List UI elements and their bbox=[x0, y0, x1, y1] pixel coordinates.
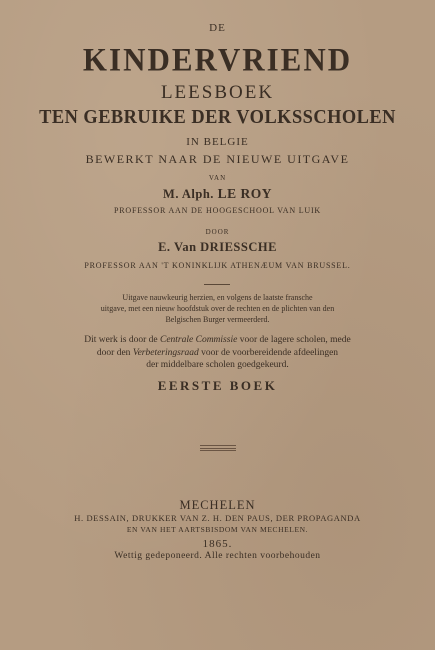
approval-text: voor de voorbereidende afdeelingen bbox=[198, 347, 339, 358]
by-label: VAN bbox=[208, 174, 227, 182]
approval-text: door den bbox=[96, 347, 133, 358]
book-title: KINDERVRIEND bbox=[82, 41, 353, 78]
approval-text: voor de lagere scholen, mede bbox=[237, 335, 351, 345]
revision-note bbox=[0, 292, 435, 325]
approval-council: Verbeteringsraad bbox=[132, 347, 199, 358]
volume-label: EERSTE BOEK bbox=[157, 378, 278, 393]
author-primary-last: LE ROY bbox=[217, 186, 272, 201]
revision-note-line: Belgischen Burger vermeerderd. bbox=[165, 315, 270, 324]
title-article: DE bbox=[209, 22, 226, 34]
author-secondary-last: DRIESSCHE bbox=[200, 240, 277, 254]
approval-committee: Centrale Commissie bbox=[159, 335, 238, 345]
publication-year: 1865. bbox=[202, 538, 233, 550]
printer-line: H. DESSAIN, DRUKKER VAN Z. H. DEN PAUS, DER PROPAGANDA bbox=[74, 513, 361, 523]
approval-note bbox=[0, 334, 435, 372]
publisher-city: MECHELEN bbox=[179, 498, 256, 512]
ornament-rule bbox=[200, 445, 236, 450]
author-primary-role: PROFESSOR AAN DE HOOGESCHOOL VAN LUIK bbox=[113, 206, 322, 215]
book-region: IN BELGIE bbox=[186, 136, 249, 148]
rights-notice: Wettig gedeponeerd. Alle rechten voorbehouden bbox=[114, 551, 321, 561]
printer-line: EN VAN HET AARTSBISDOM VAN MECHELEN. bbox=[126, 525, 309, 534]
author-primary bbox=[0, 186, 435, 202]
translator-label: DOOR bbox=[205, 228, 230, 236]
author-secondary bbox=[0, 240, 435, 255]
author-secondary-role: PROFESSOR AAN 'T KONINKLIJK ATHENÆUM VAN BRUSSEL. bbox=[84, 261, 351, 270]
book-genre: LEESBOEK bbox=[160, 82, 275, 103]
approval-note-line bbox=[0, 347, 435, 360]
edition-note: BEWERKT NAAR DE NIEUWE UITGAVE bbox=[85, 152, 350, 166]
author-primary-first: M. Alph. bbox=[163, 187, 214, 201]
divider-rule bbox=[204, 284, 230, 285]
approval-note-line: der middelbare scholen goedgekeurd. bbox=[146, 360, 289, 370]
revision-note-line: uitgave, met een nieuw hoofdstuk over de rechten en de plichten van den bbox=[100, 304, 335, 313]
author-secondary-first: E. Van bbox=[158, 240, 197, 254]
revision-note-line: Uitgave nauwkeurig herzien, en volgens de laatste fransche bbox=[122, 293, 313, 302]
approval-text: Dit werk is door de bbox=[84, 335, 160, 345]
book-subtitle: TEN GEBRUIKE DER VOLKSSCHOLEN bbox=[39, 106, 396, 128]
approval-note-line bbox=[0, 334, 435, 347]
